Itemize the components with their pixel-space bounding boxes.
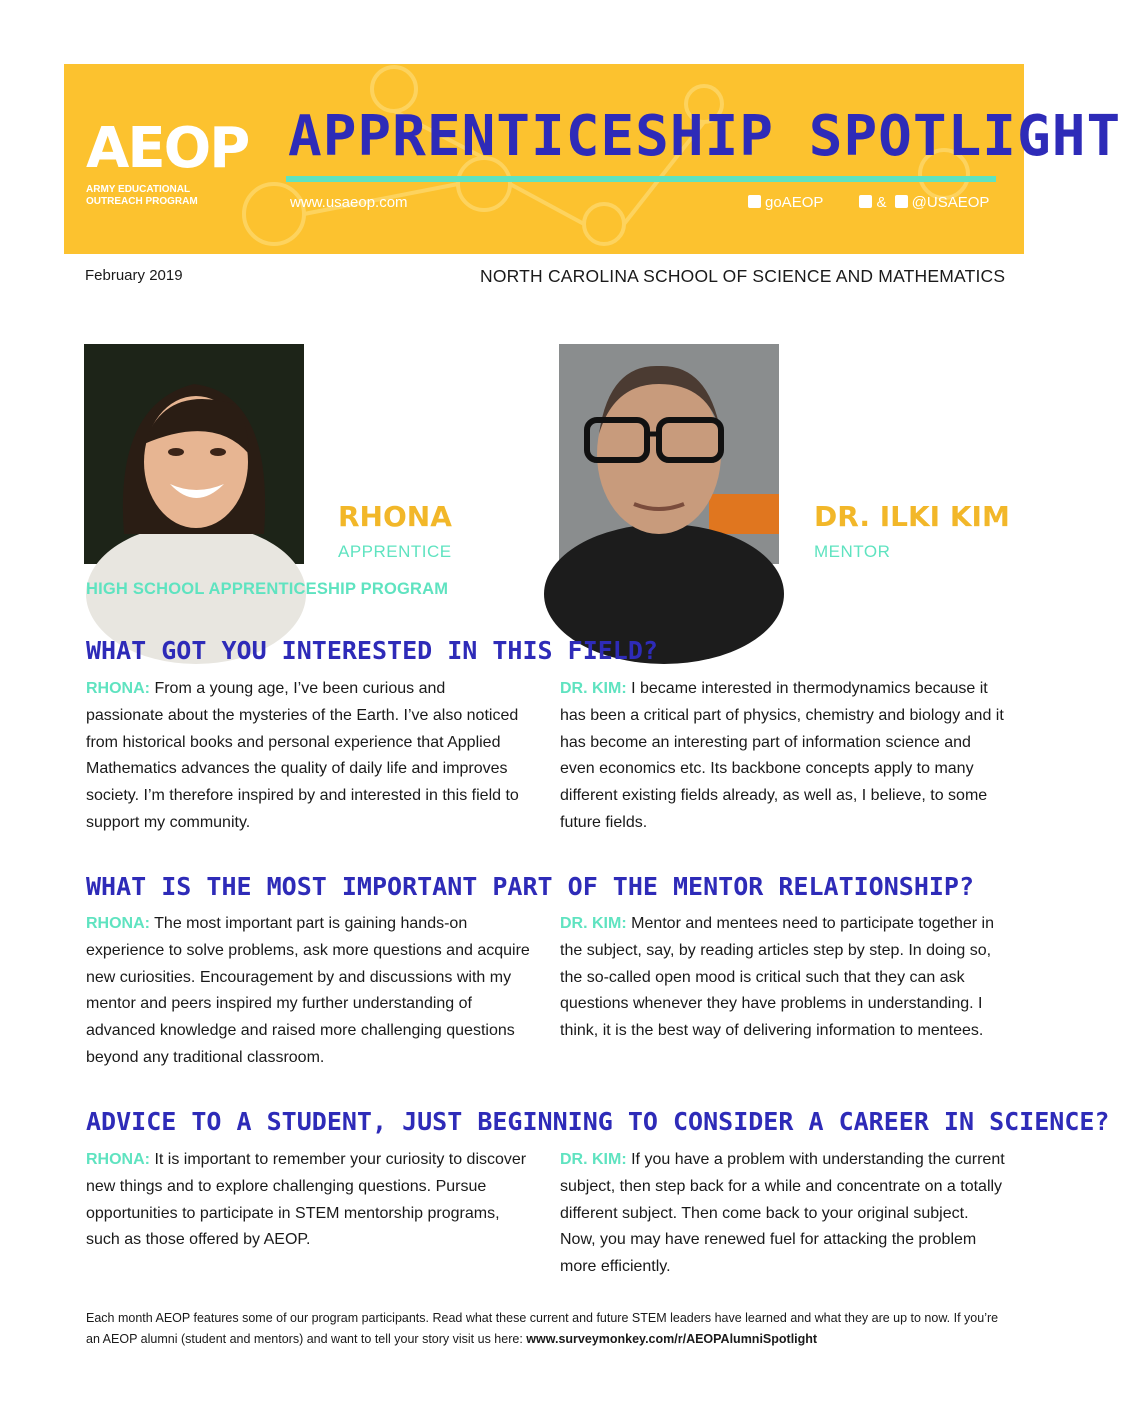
- apprentice-role: APPRENTICE: [338, 542, 452, 561]
- apprentice-name: RHONA: [338, 500, 452, 533]
- page-title: APPRENTICESHIP SPOTLIGHT: [288, 104, 1121, 169]
- question-heading: WHAT GOT YOU INTERESTED IN THIS FIELD?: [86, 636, 658, 665]
- question-heading: WHAT IS THE MOST IMPORTANT PART OF THE MENTOR RELATIONSHIP?: [86, 872, 975, 901]
- apprentice-portrait: [84, 344, 304, 564]
- mentor-answer: [560, 676, 1006, 837]
- answer-label: DR. KIM:: [560, 915, 627, 932]
- question-heading: ADVICE TO A STUDENT, JUST BEGINNING TO CONSIDER A CAREER IN SCIENCE?: [86, 1107, 1110, 1136]
- social-links: [748, 194, 989, 211]
- mentor-portrait: [559, 344, 779, 564]
- footer-text: Each month AEOP features some of our program participants. Read what these current and future STEM leaders have learned and what they are up to now. If you’re an AEOP alumni (student and mentors) and want to tell your story visit us here:: [86, 1311, 999, 1346]
- school-name: NORTH CAROLINA SCHOOL OF SCIENCE AND MATHEMATICS: [480, 266, 1006, 286]
- mentor-answer: [560, 911, 1006, 1045]
- twitter-icon[interactable]: [859, 195, 872, 208]
- answer-label: RHONA:: [86, 915, 150, 932]
- answer-text: The most important part is gaining hands-on experience to solve problems, ask more questions and acquire new curiosities. Encouragement by and discussions with my mentor and peers inspired my further understanding of advanced knowledge and raised more challenging questions beyond any traditional classroom.: [86, 915, 530, 1066]
- apprentice-answer: [86, 676, 526, 837]
- survey-link[interactable]: www.surveymonkey.com/r/AEOPAlumniSpotlight: [526, 1332, 818, 1346]
- issue-date: February 2019: [85, 267, 183, 284]
- header-banner: [64, 64, 1121, 254]
- instagram-icon[interactable]: [895, 195, 908, 208]
- answer-text: It is important to remember your curiosity to discover new things and to explore challenging questions. Pursue opportunities to participate in STEM mentorship programs, such as those offered by AEOP.: [86, 1151, 527, 1249]
- website-link[interactable]: www.usaeop.com: [290, 194, 408, 211]
- social-separator: &: [876, 194, 887, 211]
- answer-label: DR. KIM:: [560, 680, 627, 697]
- answer-label: DR. KIM:: [560, 1151, 627, 1168]
- facebook-handle[interactable]: goAEOP: [765, 194, 824, 211]
- answer-text: Mentor and mentees need to participate together in the subject, say, by reading articles step by step. In doing so, the so-called open mood is critical such that they can ask questions whenever they have problems in understanding. I think, it is the best way of delivering information to mentees.: [560, 915, 995, 1040]
- answer-text: I became interested in thermodynamics because it has been a critical part of physics, chemistry and biology and it has become an interesting part of information science and even economics etc. Its backbone concepts apply to many different existing fields already, as well as, I believe, to some future fields.: [560, 680, 1004, 831]
- apprentice-photo: [84, 344, 304, 564]
- program-name: HIGH SCHOOL APPRENTICESHIP PROGRAM: [86, 580, 449, 598]
- aeop-logo[interactable]: AEOP: [86, 116, 249, 181]
- answer-text: If you have a problem with understanding the current subject, then step back for a while and concentrate on a totally different subject. Then come back to your original subject. Now, you may have renewed fuel for attacking the problem more efficiently.: [560, 1151, 1005, 1276]
- logo-subtitle: [86, 184, 246, 208]
- facebook-icon[interactable]: [748, 195, 761, 208]
- mentor-photo: [559, 344, 779, 564]
- title-underline: [286, 176, 996, 182]
- footer-note: [86, 1308, 1006, 1350]
- mentor-role: MENTOR: [814, 542, 891, 561]
- answer-label: RHONA:: [86, 1151, 150, 1168]
- mentor-answer: [560, 1147, 1006, 1281]
- logo-subtitle-line1: ARMY EDUCATIONAL: [86, 184, 191, 195]
- answer-label: RHONA:: [86, 680, 150, 697]
- logo-subtitle-line2: OUTREACH PROGRAM: [86, 196, 198, 207]
- twitter-handle[interactable]: @USAEOP: [911, 194, 990, 211]
- mentor-name: DR. ILKI KIM: [814, 500, 1010, 533]
- answer-text: From a young age, I’ve been curious and passionate about the mysteries of the Earth. I’ve also noticed from historical books and personal experience that Applied Mathematics advances the quality of daily life and improves society. I’m therefore inspired by and interested in this field to support my community.: [86, 680, 519, 831]
- apprentice-answer: [86, 911, 532, 1072]
- apprentice-answer: [86, 1147, 532, 1254]
